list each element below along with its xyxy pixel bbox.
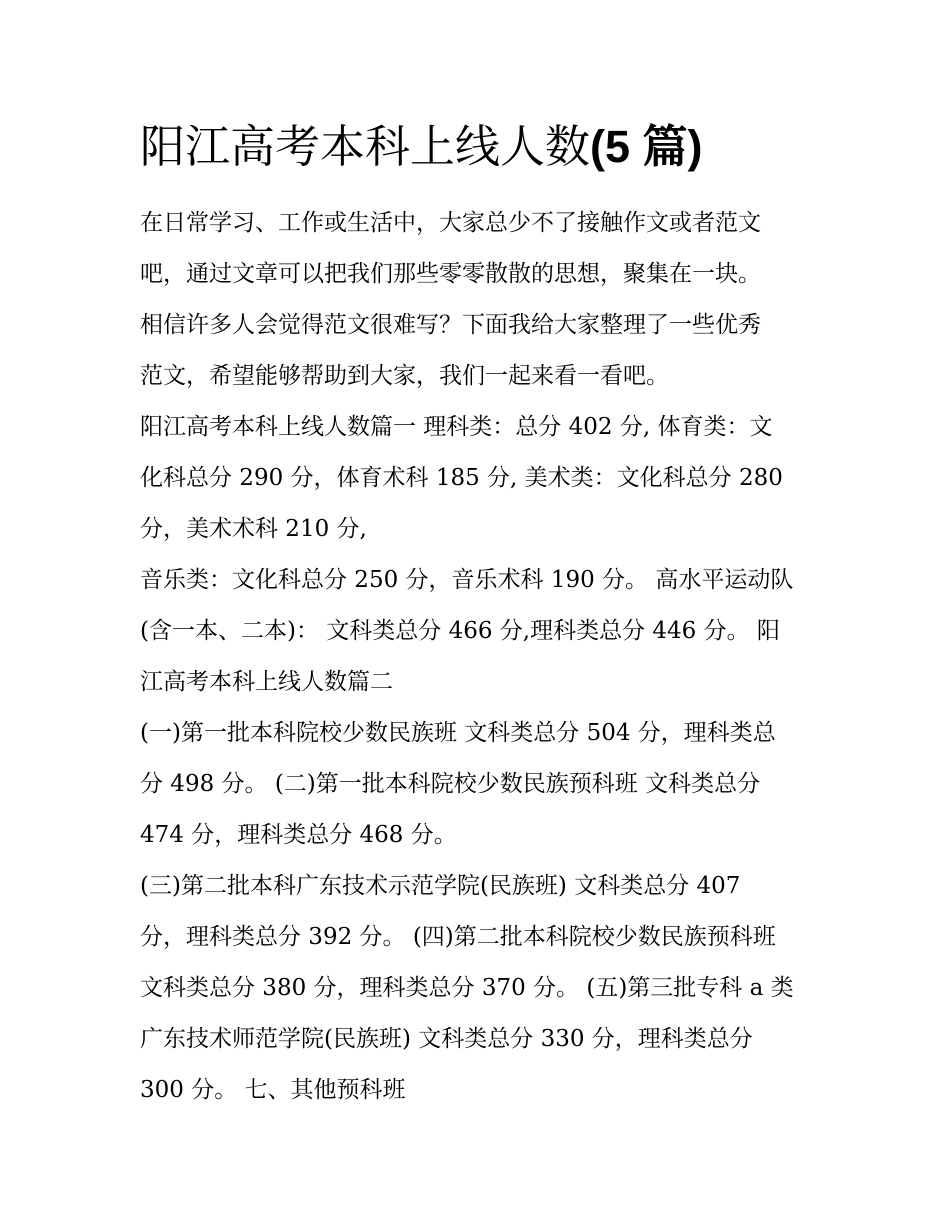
paragraph-second-third-batch <box>140 861 812 1116</box>
document-title <box>140 116 703 178</box>
text-line: 化科总分 290 分，体育术科 185 分, 美术类：文化科总分 280 <box>140 465 783 491</box>
document-body <box>140 198 812 1116</box>
text-line: 江高考本科上线人数篇二 <box>140 669 393 695</box>
paragraph-intro <box>140 198 812 402</box>
text-line: 范文，希望能够帮助到大家，我们一起来看一看吧。 <box>140 363 669 389</box>
text-line: 广东技术师范学院(民族班) 文科类总分 330 分，理科类总分 <box>140 1026 753 1052</box>
text-line: 音乐类：文化科总分 250 分，音乐术科 190 分。 高水平运动队 <box>140 567 794 593</box>
paragraph-first-batch <box>140 708 812 861</box>
text-line: 分 498 分。 (二)第一批本科院校少数民族预科班 文科类总分 <box>140 771 761 797</box>
text-line: 文科类总分 380 分，理科类总分 370 分。 (五)第三批专科 a 类 <box>140 975 794 1001</box>
document-title-main: 阳江高考本科上线人数 <box>140 120 591 173</box>
text-line: (一)第一批本科院校少数民族班 文科类总分 504 分，理科类总 <box>140 720 776 746</box>
text-line: (含一本、二本)： 文科类总分 466 分,理科类总分 446 分。 阳 <box>140 618 780 644</box>
text-line: 300 分。 七、其他预科班 <box>140 1077 406 1103</box>
text-line: 在日常学习、工作或生活中，大家总少不了接触作文或者范文 <box>140 210 761 236</box>
text-line: 吧，通过文章可以把我们那些零零散散的思想，聚集在一块。 <box>140 261 761 287</box>
paragraph-article-one <box>140 402 812 555</box>
text-line: (三)第二批本科广东技术示范学院(民族班) 文科类总分 407 <box>140 873 741 899</box>
text-line: 分，理科类总分 392 分。 (四)第二批本科院校少数民族预科班 <box>140 924 776 950</box>
text-line: 474 分，理科类总分 468 分。 <box>140 822 457 848</box>
text-line: 阳江高考本科上线人数篇一 理科类：总分 402 分, 体育类：文 <box>140 414 773 440</box>
text-line: 相信许多人会觉得范文很难写？下面我给大家整理了一些优秀 <box>140 312 761 338</box>
paragraph-music-sports <box>140 555 812 708</box>
text-line: 分，美术术科 210 分, <box>140 516 367 542</box>
document-title-suffix: (5 篇) <box>590 121 703 172</box>
